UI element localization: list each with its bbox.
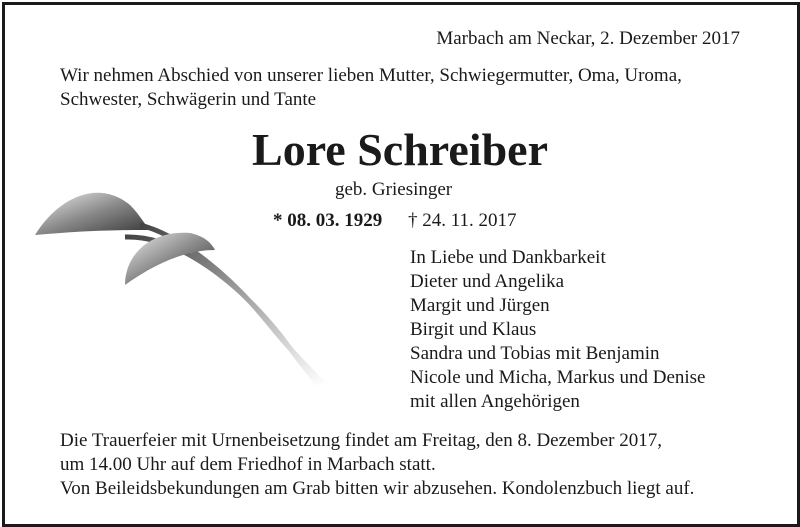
mourner-line: Nicole und Micha, Markus und Denise (410, 367, 706, 388)
footer-line-2: um 14.00 Uhr auf dem Friedhof in Marbach statt. (60, 454, 436, 475)
place-date: Marbach am Neckar, 2. Dezember 2017 (436, 28, 740, 49)
death-date: † 24. 11. 2017 (408, 210, 517, 231)
intro-line-1: Wir nehmen Abschied von unserer lieben Mutter, Schwiegermutter, Oma, Uroma, (60, 65, 682, 86)
footer-line-1: Die Trauerfeier mit Urnenbeisetzung findet am Freitag, den 8. Dezember 2017, (60, 430, 663, 451)
mourner-line: In Liebe und Dankbarkeit (410, 247, 606, 268)
mourner-line: Sandra und Tobias mit Benjamin (410, 343, 660, 364)
deceased-name: Lore Schreiber (252, 124, 548, 175)
footer-line-3: Von Beileidsbekundungen am Grab bitten wir abzusehen. Kondolenzbuch liegt auf. (60, 478, 695, 499)
mourner-line: mit allen Angehörigen (410, 391, 580, 412)
calla-lily-image (30, 175, 340, 395)
mourner-line: Margit und Jürgen (410, 295, 550, 316)
birth-date: * 08. 03. 1929 (273, 210, 383, 231)
maiden-name: geb. Griesinger (335, 179, 453, 200)
mourner-line: Dieter und Angelika (410, 271, 565, 292)
mourner-line: Birgit und Klaus (410, 319, 537, 340)
intro-line-2: Schwester, Schwägerin und Tante (60, 89, 317, 110)
